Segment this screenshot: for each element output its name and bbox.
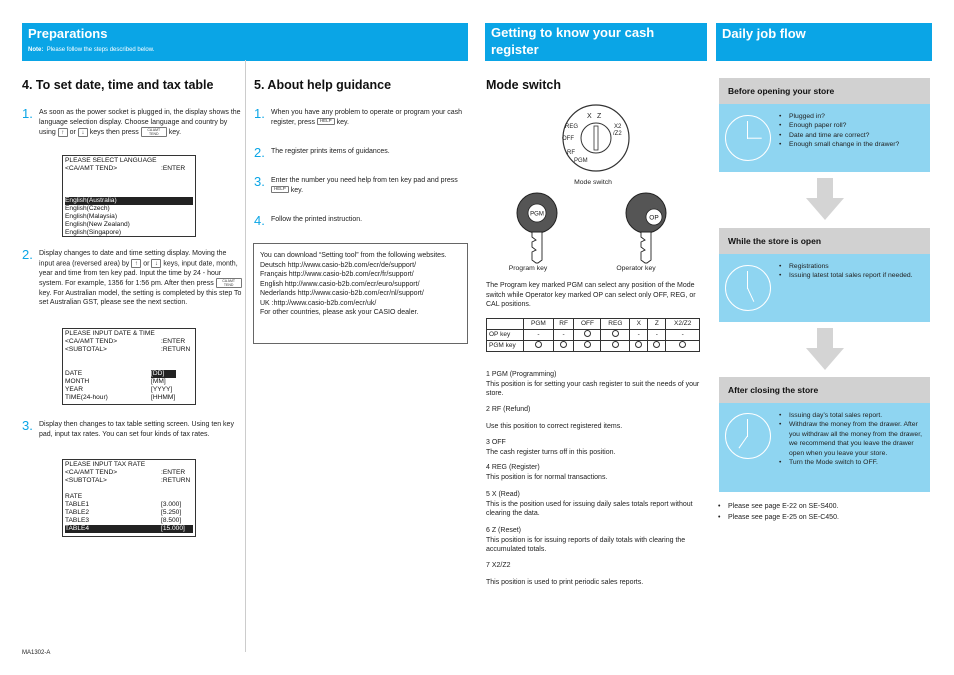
table-cell [630,341,648,352]
circle-mark-icon [584,341,591,348]
stage-before-opening-heading: Before opening your store [719,78,930,104]
table-cell [574,330,601,341]
table-header-cell: PGM [524,319,554,330]
operator-key-caption: Operator key [616,265,656,272]
table-header-cell [487,319,524,330]
daily-job-flow-banner [716,23,932,61]
circle-mark-icon [584,330,591,337]
circle-mark-icon [653,341,660,348]
lcd-key-right: :ENTER [161,165,186,172]
list-item: • Enough paper roll? [777,121,927,130]
lcd-tax-row[interactable] [65,509,193,517]
lcd-field-label: YEAR [65,386,83,393]
down-arrow-key-icon: ↓ [151,259,161,268]
dial-label-x: X [587,113,592,120]
stage-after-closing-heading: After closing the store [719,377,930,403]
table-header-cell: Z [648,319,666,330]
clock-icon [725,115,771,161]
note-label: Note: [28,46,44,53]
lcd-tax-value[interactable]: [15.000] [161,525,185,532]
mode-key-table [486,318,700,352]
lcd-key-left: <CA/AMT TEND> [65,165,118,172]
lcd-tax-row-selected[interactable] [65,525,193,533]
download-other: For other countries, please ask your CASIO dealer. [260,309,419,317]
list-item: • Turn the Mode switch to OFF. [777,458,929,467]
lcd-field[interactable] [65,378,193,386]
step-text-part: key. [336,118,349,126]
step-text: Display then changes to tax table setting screen. Using ten key pad, input tax rates. You can set four kinds of tax rates. [39,421,234,438]
title-line: register [491,41,539,57]
lcd-key-line [65,477,193,485]
stage-store-open-heading: While the store is open [719,228,930,254]
lcd-key-line [65,346,193,354]
lcd-tax-label: TABLE3 [65,517,90,524]
lcd-field-value[interactable]: [HHMM] [151,394,176,401]
step-text-part: key. [168,129,182,137]
mode-switch-heading: Mode switch [486,78,562,92]
step-text-part: or [69,129,76,137]
download-link[interactable]: English http://www.casio-b2b.com/ecr/euro/support/ [260,280,420,288]
mode-title: 2 RF (Refund) [486,406,531,413]
lcd-key-left: <CA/AMT TEND> [65,469,118,476]
program-key-caption: Program key [508,265,548,272]
mode-text: Use this position to correct registered items. [486,422,623,430]
lcd-tax-row[interactable] [65,501,193,509]
help-key-icon: HELP [317,118,335,125]
lcd-tax-label: TABLE2 [65,509,90,516]
lcd-tax-value[interactable]: [8.500] [161,517,182,524]
lcd-rate-label: RATE [65,493,83,500]
date-section-heading: 4. To set date, time and tax table [22,78,214,92]
mode-title: 7 X2/Z2 [486,562,511,569]
column-divider [245,60,246,652]
lcd-language-display [62,155,196,237]
table-cell [524,341,554,352]
lcd-key-right: :RETURN [161,346,191,353]
mode-title: 5 X (Read) [486,491,520,498]
lcd-key-left: <SUBTOTAL> [65,477,107,484]
lcd-field-value[interactable]: [YYYY] [151,386,173,393]
title-line: Getting to know your cash [491,25,655,40]
lcd-field-label: TIME(24-hour) [65,394,108,401]
flow-arrow-down-icon [806,328,844,370]
stage-after-closing-panel [719,403,930,492]
list-item: • Withdraw the money from the drawer. After you withdraw all the money from the drawer, we recommend that you leave the drawer open when you leave your store. [777,420,929,458]
stage-store-open-panel [719,254,930,322]
circle-mark-icon [679,341,686,348]
circle-mark-icon [560,341,567,348]
download-link[interactable]: UK :http://www.casio-b2b.com/ecr/uk/ [260,299,377,307]
date-step-3 [22,420,242,439]
step-text: The register prints items of guidances. [271,148,390,155]
step-number: 2. [254,145,265,160]
dial-label-rf: RF [567,150,575,156]
table-header-cell: RF [553,319,574,330]
lcd-field[interactable] [65,386,193,394]
table-cell: - [666,330,700,341]
stage-checklist [777,262,927,281]
help-key-icon: HELP [271,186,289,193]
download-info-box [253,243,468,344]
table-header-cell: REG [601,319,630,330]
lcd-field[interactable] [65,394,193,402]
lcd-tax-value[interactable]: [5.250] [161,509,182,516]
mode-text: This position is for setting your cash register to suit the needs of your store. [486,380,700,398]
table-header-cell: X [630,319,648,330]
table-cell [574,341,601,352]
help-step-2 [254,145,468,160]
lcd-field-label: DATE [65,370,83,377]
step-text [271,108,468,127]
step-text-part: key. For Australian model, the setting is completed by this step To set Australian GST, please see the next section. [39,289,242,307]
table-header-cell: OFF [574,319,601,330]
lcd-date-display [62,328,196,405]
down-arrow-key-icon: ↓ [78,128,88,137]
table-row-label: OP key [487,330,524,341]
lcd-field-label: MONTH [65,378,90,385]
table-row-pgm-key [487,341,700,352]
table-row-label: PGM key [487,341,524,352]
ca-amt-tend-key-icon: CA AMT TEND [216,278,242,288]
step-number: 2. [22,247,33,262]
date-step-1 [22,108,242,138]
mode-switch-dial-icon [560,102,632,174]
daily-job-flow-title: Daily job flow [722,26,806,41]
lcd-option[interactable]: English(New Zealand) [65,221,130,228]
stage-checklist [777,112,927,150]
download-link[interactable]: Français http://www.casio-b2b.com/ecr/fr/support/ [260,271,414,279]
circle-mark-icon [612,330,619,337]
step-text [271,176,468,195]
lcd-title: PLEASE SELECT LANGUAGE [65,157,157,164]
table-cell: - [553,330,574,341]
clock-icon [725,265,771,311]
step-text-part: When you have any problem to operate or program your cash register, press [271,109,463,126]
lcd-field-value[interactable]: [DD] [151,370,176,378]
step-text-part: keys, input date, month, year and time from ten key pad. Input the time by 24 - hour system. For example, 1356 for 1:56 pm. After then press [39,260,238,288]
mode-text: The cash register turns off in this position. [486,448,616,456]
mode-switch-caption: Mode switch [574,179,612,186]
step-number: 1. [254,106,265,121]
list-item: • Please see page E-25 on SE-C450. [718,513,930,524]
step-number: 3. [254,174,265,189]
table-cell: - [630,330,648,341]
list-item: • Date and time are correct? [777,131,927,140]
table-cell: - [648,330,666,341]
lcd-option[interactable]: English(Czech) [65,205,110,212]
mode-desc-1 [486,370,704,399]
step-text [39,108,242,138]
program-key-label: PGM [530,211,544,218]
mode-title: 4 REG (Register) [486,464,540,471]
mode-title: 3 OFF [486,439,506,446]
mode-desc-4 [486,463,704,482]
mode-desc-6 [486,526,704,555]
operator-key-label: OP [649,214,659,222]
download-links [260,261,461,309]
getting-to-know-title [491,25,701,58]
table-header-row [487,319,700,330]
mode-text: This position is for normal transactions. [486,473,608,481]
lcd-tax-row[interactable] [65,517,193,525]
step-text [39,249,242,308]
page-reference-notes [718,502,930,524]
step-number: 4. [254,213,265,228]
table-cell [553,341,574,352]
stage-checklist [777,411,929,467]
mode-desc-3 [486,438,704,457]
circle-mark-icon [612,341,619,348]
dial-label-pgm: PGM [574,158,588,164]
table-row-op-key [487,330,700,341]
mode-title: 1 PGM (Programming) [486,371,557,378]
download-link[interactable]: Deutsch http://www.casio-b2b.com/ecr/de/support/ [260,261,417,269]
step-text: Follow the printed instruction. [271,216,363,223]
step-text-part: key. [290,186,304,194]
lcd-key-left: <SUBTOTAL> [65,346,107,353]
lcd-key-line [65,338,193,346]
list-item: • Registrations [777,262,927,271]
step-text-part: Enter the number you need help from ten key pad and press [271,177,458,184]
download-intro: You can download “Setting tool” from the following websites. [260,252,447,259]
lcd-key-line [65,469,193,477]
step-text-part: keys then press [89,129,139,137]
table-cell [648,341,666,352]
footer-code: MA1302-A [22,650,51,656]
dial-label-x2: X2 [614,124,622,130]
list-item: • Enough small change in the drawer? [777,140,927,149]
stage-before-opening-panel [719,104,930,172]
ca-amt-tend-key-icon: CA AMT TEND [141,127,167,137]
preparations-title: Preparations [28,26,108,41]
mode-desc-7 [486,561,704,587]
mode-text: This position is for issuing reports of daily totals with clearing the accumulated totals. [486,536,686,554]
up-arrow-key-icon: ↑ [131,259,141,268]
lcd-option[interactable]: English(Singapore) [65,229,122,236]
list-item: • Issuing day’s total sales report. [777,411,929,420]
lcd-field[interactable] [65,370,193,378]
lcd-key-right: :RETURN [161,477,191,484]
getting-to-know-banner [485,23,707,61]
table-cell [666,341,700,352]
lcd-field-value[interactable]: [MM] [151,378,166,385]
step-text-part: Display changes to date and time setting display. Moving the input area (reversed area) by [39,250,227,267]
note-text: Please follow the steps described below. [46,46,155,53]
mode-text: This is the position used for issuing daily sales totals report without clearing the data. [486,500,693,518]
lcd-key-right: :ENTER [161,469,186,476]
list-item: • Please see page E-22 on SE-S400. [718,502,930,513]
up-arrow-key-icon: ↑ [58,128,68,137]
table-header-cell: X2/Z2 [666,319,700,330]
operator-key-icon [623,190,669,264]
flow-arrow-down-icon [806,178,844,220]
table-cell [601,330,630,341]
preparations-note [28,46,462,54]
lcd-tax-display [62,459,196,537]
lcd-tax-label: TABLE4 [65,525,90,532]
help-step-1 [254,108,468,127]
clock-icon [725,413,771,459]
mode-desc-5 [486,490,704,519]
mode-intro: The Program key marked PGM can select any position of the Mode switch while Operator key marked OP can select only OFF, REG, or CAL positions. [486,282,696,309]
table-cell [601,341,630,352]
download-link[interactable]: Nederlands http://www.casio-b2b.com/ecr/nl/support/ [260,290,424,298]
dial-label-reg: REG [565,124,579,130]
lcd-option-selected[interactable]: English(Australia) [65,197,193,205]
step-text-part: or [143,260,150,267]
table-cell: - [524,330,554,341]
help-step-4 [254,213,468,228]
lcd-option[interactable]: English(Malaysia) [65,213,118,220]
step-number: 1. [22,106,33,121]
preparations-banner [22,23,468,61]
lcd-tax-value[interactable]: [3.000] [161,501,182,508]
mode-title: 6 Z (Reset) [486,527,522,534]
list-item: • Plugged in? [777,112,927,121]
lcd-title: PLEASE INPUT TAX RATE [65,461,146,468]
lcd-tax-label: TABLE1 [65,501,90,508]
dial-label-z2: /Z2 [613,131,622,137]
program-key-icon [514,190,560,264]
date-step-2 [22,249,242,308]
lcd-key-right: :ENTER [161,338,186,345]
lcd-key-left: <CA/AMT TEND> [65,338,118,345]
step-number: 3. [22,418,33,433]
circle-mark-icon [535,341,542,348]
step-text-part: As soon as the power socket is plugged in, the display shows the language selection display. Choose language and country by using [39,109,241,137]
lcd-title: PLEASE INPUT DATE & TIME [65,330,155,337]
mode-desc-2 [486,405,704,431]
help-step-3 [254,176,468,195]
mode-text: This position is used to print periodic sales reports. [486,578,644,586]
help-section-heading: 5. About help guidance [254,78,392,92]
dial-label-off: OFF [562,136,574,142]
list-item: • Issuing latest total sales report if needed. [777,271,927,280]
lcd-key-line [65,165,193,173]
dial-label-z: Z [597,113,602,120]
circle-mark-icon [635,341,642,348]
